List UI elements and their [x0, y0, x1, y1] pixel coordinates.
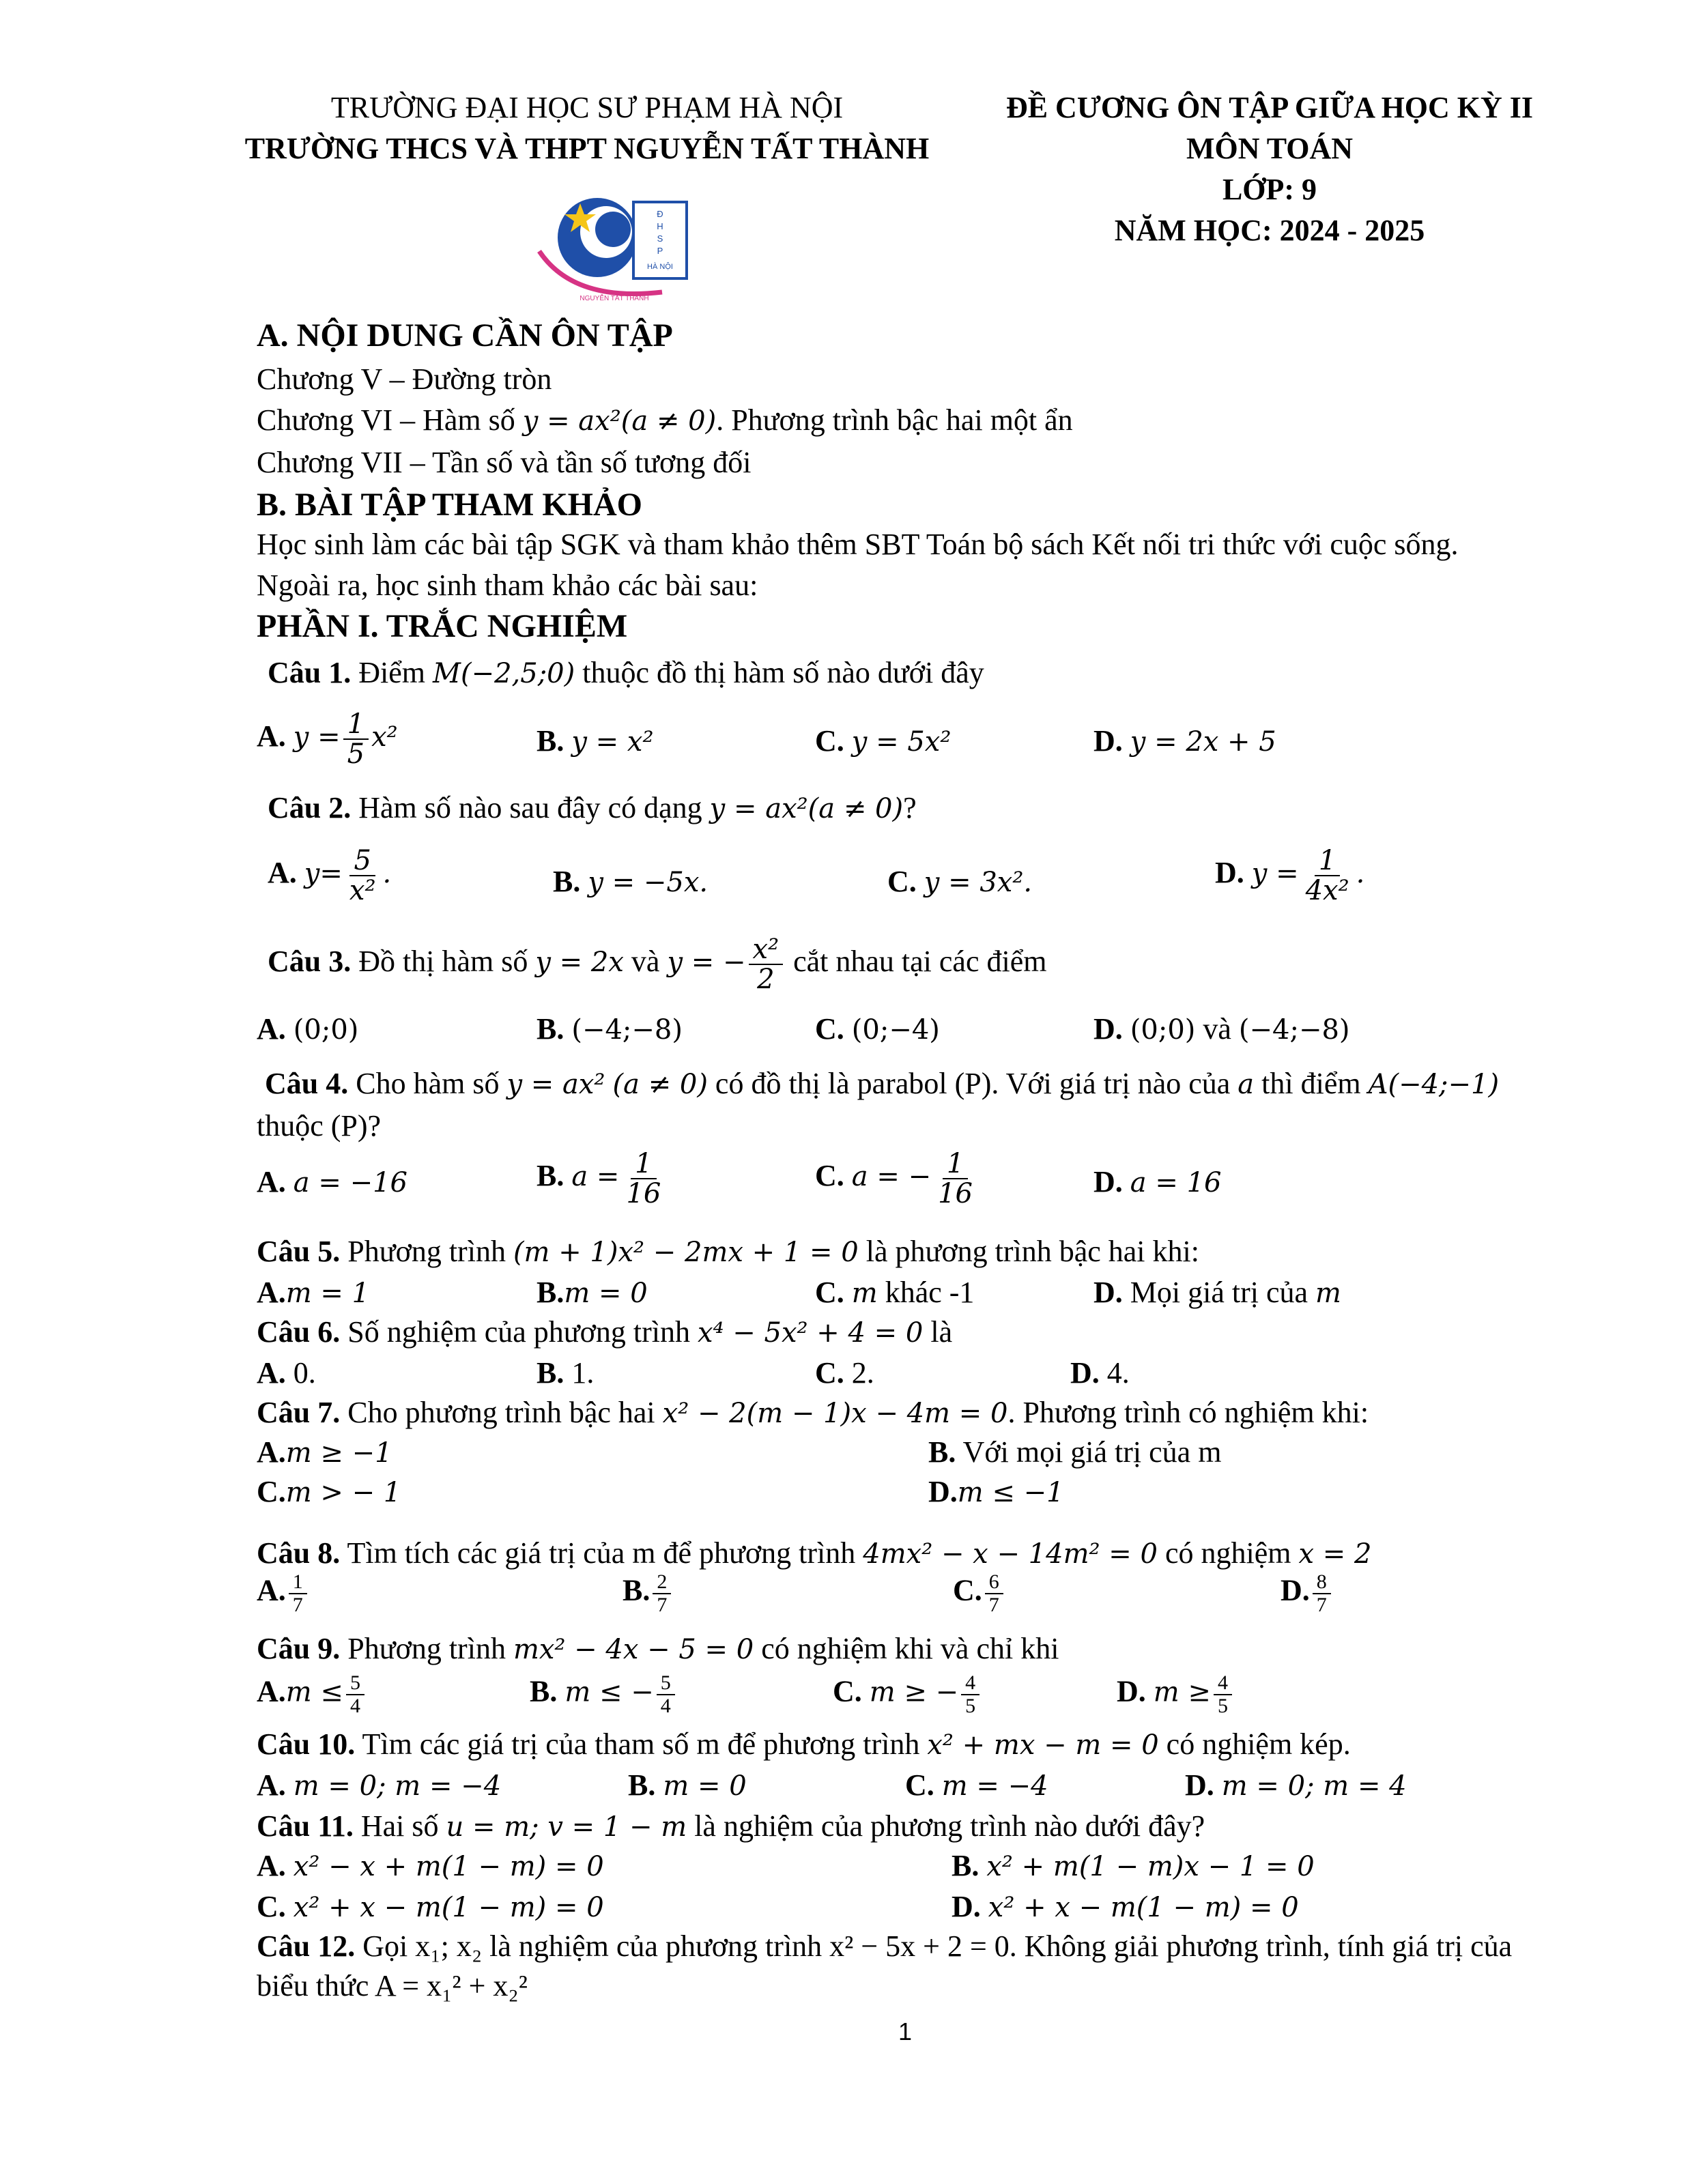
q8-option-a[interactable]	[257, 1571, 310, 1615]
option-label: A.	[257, 1674, 286, 1708]
part-1-title: PHẦN I. TRẮC NGHIỆM	[257, 608, 628, 644]
question-label: Câu 7.	[257, 1396, 341, 1429]
q3-d-value-1: (0;0)	[1130, 1014, 1196, 1046]
q6-option-b[interactable]	[537, 1355, 594, 1390]
q9-d-fraction	[1214, 1672, 1232, 1716]
option-label: C.	[257, 1890, 286, 1923]
q11-numbers: u = m; v = 1 − m	[446, 1811, 687, 1843]
option-label: D.	[952, 1890, 981, 1923]
doc-title: ĐỀ CƯƠNG ÔN TẬP GIỮA HỌC KỲ II	[1005, 91, 1534, 124]
numerator: 5	[349, 846, 375, 876]
q7-d-value: m ≤ −1	[957, 1477, 1064, 1508]
q8-text-mid: có nghiệm	[1157, 1536, 1299, 1570]
option-label: B.	[628, 1768, 656, 1802]
page-number: 1	[898, 2017, 913, 2045]
question-11	[257, 1809, 1205, 1843]
option-label: D.	[1070, 1356, 1100, 1390]
denominator: 2	[757, 964, 775, 995]
option-label: A.	[257, 1165, 286, 1198]
q3-option-d[interactable]	[1093, 1011, 1350, 1046]
q8-option-d[interactable]	[1281, 1571, 1334, 1615]
numerator: 5	[346, 1672, 364, 1695]
q3-f1: y = 2x	[535, 947, 624, 979]
q10-option-d[interactable]	[1185, 1768, 1407, 1802]
q4-function: y = ax²	[506, 1069, 605, 1100]
q11-text: Hai số	[360, 1809, 446, 1843]
q8-equation: 4mx² − x − 14m² = 0	[863, 1538, 1158, 1570]
q5-option-d[interactable]	[1093, 1275, 1341, 1310]
q4-option-d[interactable]	[1093, 1164, 1221, 1199]
q7-c-value: m > − 1	[285, 1477, 401, 1508]
option-label: A.	[268, 856, 297, 890]
numerator: 1	[631, 1149, 656, 1179]
denominator: 16	[938, 1178, 973, 1209]
q4-option-c[interactable]	[815, 1149, 979, 1208]
numerator: 1	[943, 1149, 968, 1179]
q7-option-b[interactable]	[928, 1435, 1221, 1469]
option-label: D.	[1185, 1768, 1214, 1802]
q2-c-value: y = 3x².	[924, 867, 1033, 898]
q9-a-pre: m ≤	[285, 1676, 343, 1708]
option-label: B.	[537, 1159, 564, 1193]
denominator: 4	[349, 1694, 360, 1717]
q4-text-mid: có đồ thị là parabol (P). Với giá trị nào của	[707, 1067, 1238, 1100]
q6-option-c[interactable]	[815, 1355, 874, 1390]
q5-a-value: m = 1	[285, 1278, 370, 1309]
numerator: x²	[749, 935, 784, 965]
option-label: D.	[1093, 1276, 1123, 1309]
q8-option-c[interactable]	[953, 1571, 1006, 1615]
q1-d-value: y = 2x + 5	[1130, 726, 1276, 758]
option-label: A.	[257, 1768, 286, 1802]
question-label: Câu 1.	[268, 656, 352, 689]
q9-option-c[interactable]	[833, 1672, 982, 1716]
q8-a-fraction	[289, 1571, 307, 1615]
option-label: B.	[952, 1849, 979, 1882]
question-label: Câu 3.	[268, 945, 352, 979]
q2-option-d[interactable]	[1215, 846, 1364, 905]
q11-c-value: x² + x − m(1 − m) = 0	[293, 1892, 604, 1923]
q5-d-var: m	[1315, 1278, 1341, 1309]
question-12	[257, 1929, 1512, 1964]
option-label: C.	[953, 1573, 982, 1607]
school-subname: TRƯỜNG THCS VÀ THPT NGUYỄN TẤT THÀNH	[244, 132, 930, 165]
q10-a-value: m = 0; m = −4	[293, 1770, 502, 1802]
q10-text-post: có nghiệm kép.	[1158, 1727, 1351, 1761]
q5-option-a[interactable]	[257, 1275, 369, 1310]
q9-b-pre: m ≤ −	[564, 1676, 654, 1708]
q9-option-d[interactable]	[1117, 1672, 1235, 1716]
svg-text:NGUYỄN TẤT THÀNH: NGUYỄN TẤT THÀNH	[580, 295, 649, 302]
option-label: A.	[257, 1276, 286, 1309]
q6-d-value: 4.	[1106, 1356, 1130, 1390]
chapter-5: Chương V – Đường tròn	[257, 362, 552, 396]
q8-b-fraction	[653, 1571, 671, 1615]
q5-d-text: Mọi giá trị của	[1130, 1276, 1316, 1309]
q9-text: Phương trình	[347, 1632, 513, 1665]
q11-text-post: là nghiệm của phương trình nào dưới đây?	[687, 1809, 1205, 1843]
option-label: B.	[537, 1356, 564, 1390]
q10-text: Tìm các giá trị của tham số m để phương trình	[362, 1727, 928, 1761]
q3-a-value: (0;0)	[293, 1014, 359, 1046]
q9-c-pre: m ≥ −	[869, 1676, 959, 1708]
q5-c-text: khác -1	[877, 1276, 975, 1309]
option-label: C.	[815, 1159, 844, 1193]
q7-equation: x² − 2(m − 1)x − 4m = 0	[662, 1398, 1008, 1429]
option-label: B.	[553, 865, 581, 898]
q1-text: Điểm	[358, 656, 433, 689]
q10-c-value: m = −4	[941, 1770, 1048, 1802]
option-label: A.	[257, 1012, 286, 1046]
q8-option-b[interactable]	[623, 1571, 674, 1615]
numerator: 1	[289, 1571, 307, 1594]
q11-b-value: x² + m(1 − m)x − 1 = 0	[986, 1851, 1315, 1882]
option-label: B.	[537, 1012, 564, 1046]
q8-solution: x = 2	[1298, 1538, 1372, 1570]
q7-a-value: m ≥ −1	[285, 1437, 392, 1469]
q3-d-value-2: (−4;−8)	[1238, 1014, 1350, 1046]
q10-d-value: m = 0; m = 4	[1221, 1770, 1407, 1802]
q4-c-fraction	[934, 1149, 977, 1208]
question-label: Câu 5.	[257, 1235, 341, 1268]
option-label: D.	[1215, 856, 1244, 890]
denominator: 7	[988, 1593, 999, 1616]
question-12-line2: biểu thức A = x₁² + x₂²	[257, 1969, 528, 2002]
option-label: C.	[887, 865, 917, 898]
numerator: 2	[653, 1571, 671, 1594]
q3-text-post: cắt nhau tại các điểm	[786, 945, 1047, 979]
q10-b-value: m = 0	[663, 1770, 747, 1802]
q3-option-a[interactable]	[257, 1011, 358, 1046]
option-label: D.	[928, 1475, 958, 1508]
option-label: B.	[530, 1674, 558, 1708]
q1-a-fraction	[343, 710, 369, 768]
option-label: C.	[815, 724, 844, 758]
q11-option-d[interactable]	[952, 1889, 1299, 1924]
denominator: 5	[1217, 1694, 1228, 1717]
question-2	[268, 790, 917, 825]
q2-option-a[interactable]	[268, 846, 391, 905]
q4-b-pre: a =	[571, 1161, 620, 1193]
svg-text:H: H	[657, 221, 663, 231]
option-label: B.	[928, 1435, 956, 1469]
q5-text: Phương trình	[347, 1235, 513, 1268]
numerator: 1	[1315, 846, 1340, 876]
q2-form: y = ax²(a ≠ 0)	[709, 793, 904, 824]
chapter-6-prefix: Chương VI – Hàm số	[257, 403, 523, 437]
svg-text:S: S	[657, 233, 663, 244]
q1-point: M(−2,5;0)	[433, 658, 575, 689]
option-label: A.	[257, 719, 286, 753]
q10-option-a[interactable]	[257, 1768, 501, 1802]
q4-a-value: a = −16	[293, 1167, 407, 1198]
q3-d-and: và	[1195, 1012, 1239, 1046]
q7-text-post: . Phương trình có nghiệm khi:	[1007, 1396, 1369, 1429]
q3-c-value: (0;−4)	[851, 1014, 940, 1046]
q4-point: A(−4;−1)	[1368, 1069, 1500, 1100]
section-b-line1: Học sinh làm các bài tập SGK và tham khảo thêm SBT Toán bộ sách Kết nối tri thức với cuộc sống.	[257, 528, 1459, 561]
denominator: x²	[349, 875, 376, 906]
q5-b-value: m = 0	[564, 1278, 648, 1309]
option-label: A.	[257, 1435, 286, 1469]
denominator: 7	[657, 1593, 668, 1616]
subject: MÔN TOÁN	[1186, 132, 1354, 165]
q1-option-c[interactable]	[815, 723, 951, 758]
q5-text-post: là phương trình bậc hai khi:	[858, 1235, 1199, 1268]
q6-a-value: 0.	[293, 1356, 316, 1390]
q2-a-fraction	[345, 846, 380, 905]
q7-option-d[interactable]	[928, 1474, 1064, 1509]
q1-c-value: y = 5x²	[851, 726, 952, 758]
q2-text: Hàm số nào sau đây có dạng	[358, 791, 710, 824]
q4-condition: (a ≠ 0)	[612, 1069, 708, 1100]
q9-d-pre: m ≥	[1153, 1676, 1211, 1708]
q9-a-fraction	[346, 1672, 364, 1716]
q6-text: Số nghiệm của phương trình	[347, 1315, 698, 1349]
q9-option-a[interactable]	[257, 1672, 367, 1716]
option-label: C.	[833, 1674, 862, 1708]
q3-option-c[interactable]	[815, 1011, 940, 1046]
question-label: Câu 11.	[257, 1809, 354, 1843]
question-3	[268, 935, 1046, 994]
question-10	[257, 1727, 1351, 1762]
q4-c-pre: a = −	[851, 1161, 932, 1193]
numerator: 8	[1313, 1571, 1331, 1594]
q4-text-mid2: thì điểm	[1254, 1067, 1369, 1100]
q8-text: Tìm tích các giá trị của m để phương trình	[347, 1536, 863, 1570]
q11-option-a[interactable]	[257, 1848, 604, 1883]
question-7	[257, 1395, 1369, 1430]
q3-and: và	[623, 945, 668, 979]
question-label: Câu 12.	[257, 1929, 356, 1963]
q5-c-var: m	[851, 1278, 878, 1309]
question-1	[268, 655, 984, 690]
logo-emblem-icon	[532, 190, 710, 306]
numerator: 5	[657, 1672, 675, 1695]
q6-c-value: 2.	[851, 1356, 874, 1390]
q2-text-post: ?	[903, 791, 917, 824]
q3-option-b[interactable]	[537, 1011, 683, 1046]
q4-option-b[interactable]	[537, 1149, 668, 1208]
q4-option-a[interactable]	[257, 1164, 407, 1199]
option-label: C.	[815, 1356, 844, 1390]
svg-text:HÀ NỘI: HÀ NỘI	[647, 263, 673, 271]
denominator: 4	[660, 1694, 671, 1717]
q6-text-post: là	[923, 1315, 953, 1349]
numerator: 1	[343, 710, 369, 740]
q9-equation: mx² − 4x − 5 = 0	[513, 1634, 754, 1665]
denominator: 16	[626, 1178, 661, 1209]
q8-d-fraction	[1313, 1571, 1331, 1615]
option-label: D.	[1093, 724, 1123, 758]
school-logo	[532, 190, 710, 306]
q6-option-a[interactable]	[257, 1355, 316, 1390]
question-label: Câu 4.	[265, 1067, 349, 1100]
denominator: 5	[965, 1694, 976, 1717]
q4-text: Cho hàm số	[356, 1067, 507, 1100]
option-label: C.	[257, 1475, 286, 1508]
q4-b-fraction	[622, 1149, 665, 1208]
option-label: A.	[257, 1356, 286, 1390]
school-name: TRƯỜNG ĐẠI HỌC SƯ PHẠM HÀ NỘI	[330, 91, 844, 124]
q3-f2-fraction	[749, 935, 784, 994]
q2-d-pre: y =	[1251, 858, 1299, 890]
q1-a-pre: y =	[293, 721, 341, 753]
chapter-7: Chương VII – Tần số và tần số tương đối	[257, 446, 752, 479]
q4-line2: thuộc (P)?	[257, 1109, 382, 1143]
denominator: 5	[347, 738, 365, 770]
section-b-line2: Ngoài ra, học sinh tham khảo các bài sau:	[257, 569, 758, 602]
option-label: A.	[257, 1849, 286, 1882]
option-label: C.	[815, 1012, 844, 1046]
q3-b-value: (−4;−8)	[571, 1014, 683, 1046]
q5-option-c[interactable]	[815, 1275, 974, 1310]
svg-text:Đ: Đ	[657, 209, 663, 219]
option-label: C.	[815, 1276, 844, 1309]
q5-option-b[interactable]	[537, 1275, 648, 1310]
option-label: B.	[537, 724, 564, 758]
question-4	[265, 1066, 1499, 1101]
option-label: A.	[257, 1573, 286, 1607]
q2-d-fraction	[1302, 846, 1354, 905]
q7-text: Cho phương trình bậc hai	[347, 1396, 663, 1429]
school-year: NĂM HỌC: 2024 - 2025	[1114, 214, 1425, 247]
q11-a-value: x² − x + m(1 − m) = 0	[293, 1851, 604, 1882]
denominator: 7	[292, 1593, 303, 1616]
question-label: Câu 2.	[268, 791, 352, 824]
q10-option-c[interactable]	[905, 1768, 1048, 1802]
denominator: 7	[1316, 1593, 1327, 1616]
q1-a-post: x²	[371, 721, 398, 753]
q3-f2-pre: y = −	[667, 947, 746, 979]
question-label: Câu 10.	[257, 1727, 356, 1761]
q6-b-value: 1.	[571, 1356, 595, 1390]
numerator: 4	[961, 1672, 979, 1695]
option-label: D.	[1117, 1674, 1146, 1708]
option-label: B.	[623, 1573, 650, 1607]
grade: LỚP: 9	[1222, 173, 1317, 206]
q7-option-c[interactable]	[257, 1474, 401, 1509]
q11-option-b[interactable]	[952, 1848, 1315, 1883]
section-b-title: B. BÀI TẬP THAM KHẢO	[257, 487, 642, 523]
q1-option-d[interactable]	[1093, 723, 1276, 758]
q9-text-post: có nghiệm khi và chỉ khi	[754, 1632, 1059, 1665]
q8-c-fraction	[985, 1571, 1003, 1615]
question-label: Câu 8.	[257, 1536, 341, 1570]
q7-option-a[interactable]	[257, 1435, 392, 1469]
question-label: Câu 9.	[257, 1632, 341, 1665]
q11-d-value: x² + x − m(1 − m) = 0	[988, 1892, 1299, 1923]
q9-b-fraction	[657, 1672, 675, 1716]
q10-equation: x² + mx − m = 0	[927, 1729, 1159, 1761]
option-label: B.	[537, 1276, 564, 1309]
section-a-title: A. NỘI DUNG CẦN ÔN TẬP	[257, 317, 673, 354]
q2-option-b[interactable]	[553, 864, 708, 899]
q2-d-post: .	[1356, 858, 1365, 890]
svg-text:P: P	[657, 246, 663, 256]
option-label: C.	[905, 1768, 934, 1802]
question-6	[257, 1314, 952, 1349]
q4-var: a	[1238, 1069, 1255, 1100]
question-9	[257, 1631, 1059, 1666]
question-8	[257, 1536, 1371, 1570]
option-label: D.	[1281, 1573, 1310, 1607]
q2-a-pre: y=	[304, 858, 343, 890]
q4-d-value: a = 16	[1130, 1167, 1222, 1198]
q6-equation: x⁴ − 5x² + 4 = 0	[697, 1317, 924, 1349]
q1-option-b[interactable]	[537, 723, 654, 758]
q3-text: Đồ thị hàm số	[358, 945, 536, 979]
q1-option-a[interactable]	[257, 710, 398, 768]
q10-option-b[interactable]	[628, 1768, 747, 1802]
q2-b-value: y = −5x.	[588, 867, 709, 898]
numerator: 6	[985, 1571, 1003, 1594]
option-label: D.	[1093, 1012, 1123, 1046]
q12-text: Gọi x₁; x₂ là nghiệm của phương trình x² − 5x + 2 = 0. Không giải phương trình, tính giá trị của	[362, 1929, 1513, 1963]
option-label: D.	[1093, 1165, 1123, 1198]
q2-option-c[interactable]	[887, 864, 1032, 899]
denominator: 4x²	[1305, 875, 1349, 906]
chapter-6-formula: y = ax²(a ≠ 0)	[522, 405, 717, 437]
q9-c-fraction	[961, 1672, 979, 1716]
question-5	[257, 1234, 1199, 1269]
q11-option-c[interactable]	[257, 1889, 604, 1924]
q1-text-post: thuộc đồ thị hàm số nào dưới đây	[575, 656, 984, 689]
q1-b-value: y = x²	[571, 726, 654, 758]
q7-b-value: Với mọi giá trị của m	[962, 1435, 1222, 1469]
chapter-6-suffix: . Phương trình bậc hai một ẩn	[716, 403, 1073, 437]
q5-equation: (m + 1)x² − 2mx + 1 = 0	[513, 1237, 859, 1268]
q6-option-d[interactable]	[1070, 1355, 1130, 1390]
q9-option-b[interactable]	[530, 1672, 678, 1716]
numerator: 4	[1214, 1672, 1232, 1695]
q2-a-post: .	[382, 858, 392, 890]
question-label: Câu 6.	[257, 1315, 341, 1349]
chapter-6	[257, 403, 1073, 437]
